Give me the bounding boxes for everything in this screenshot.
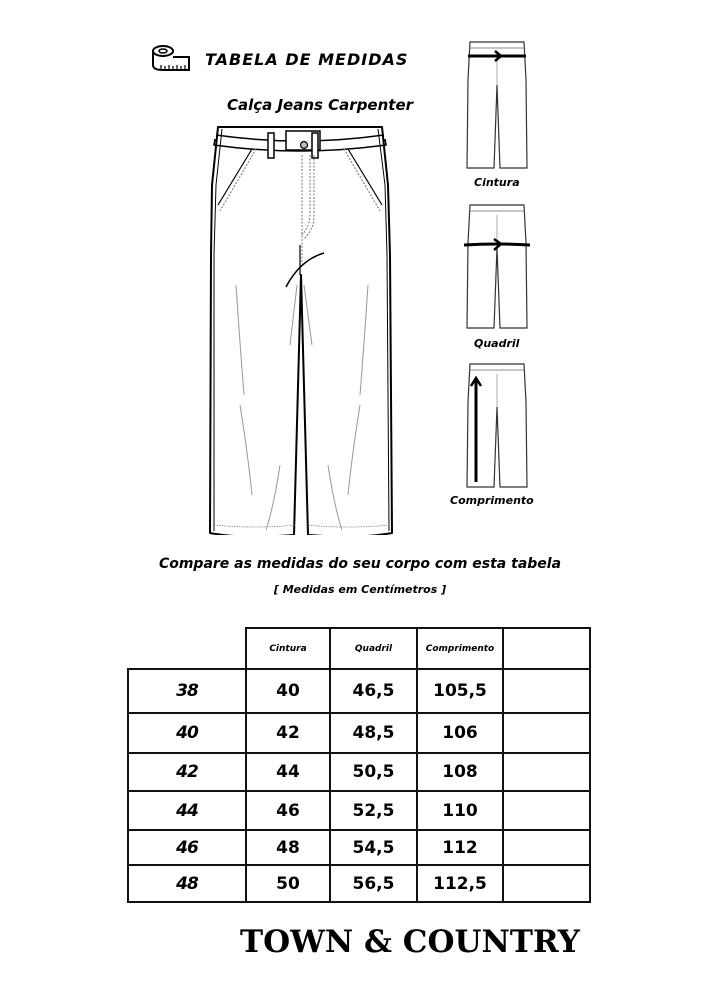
pants-length-thumbnail [462, 362, 532, 492]
size-cell: 46 [128, 830, 246, 865]
extra-cell [503, 753, 590, 791]
size-cell: 48 [128, 865, 246, 902]
table-corner [128, 628, 246, 669]
page-title: TABELA DE MEDIDAS [205, 50, 409, 69]
comprimento-cell: 105,5 [417, 669, 503, 713]
guide-waist [462, 40, 532, 189]
size-cell: 38 [128, 669, 246, 713]
pants-waist-thumbnail [462, 40, 532, 170]
quadril-cell: 50,5 [330, 753, 417, 791]
table-row [128, 865, 590, 902]
table-row [128, 791, 590, 830]
size-cell: 42 [128, 753, 246, 791]
column-header-cintura: Cintura [246, 628, 330, 669]
guide-label-quadril: Quadril [474, 337, 520, 350]
quadril-cell: 48,5 [330, 713, 417, 753]
cintura-cell: 48 [246, 830, 330, 865]
extra-cell [503, 791, 590, 830]
cintura-cell: 50 [246, 865, 330, 902]
cintura-cell: 42 [246, 713, 330, 753]
cintura-cell: 44 [246, 753, 330, 791]
comprimento-cell: 106 [417, 713, 503, 753]
guide-length [450, 362, 534, 507]
column-header-extra [503, 628, 590, 669]
quadril-cell: 46,5 [330, 669, 417, 713]
table-row [128, 753, 590, 791]
brand-logo: TOWN & COUNTRY [240, 924, 580, 960]
compare-instruction: Compare as medidas do seu corpo com esta tabela [158, 556, 562, 572]
table-row [128, 830, 590, 865]
extra-cell [503, 669, 590, 713]
size-cell: 44 [128, 791, 246, 830]
extra-cell [503, 865, 590, 902]
comprimento-cell: 112,5 [417, 865, 503, 902]
size-cell: 40 [128, 713, 246, 753]
quadril-cell: 56,5 [330, 865, 417, 902]
comprimento-cell: 110 [417, 791, 503, 830]
quadril-cell: 54,5 [330, 830, 417, 865]
pants-hip-thumbnail [462, 203, 532, 333]
column-header-comprimento: Comprimento [417, 628, 503, 669]
tape-measure-icon [151, 44, 191, 72]
column-header-quadril: Quadril [330, 628, 417, 669]
extra-cell [503, 830, 590, 865]
quadril-cell: 52,5 [330, 791, 417, 830]
cintura-cell: 46 [246, 791, 330, 830]
comprimento-cell: 112 [417, 830, 503, 865]
cintura-cell: 40 [246, 669, 330, 713]
table-row [128, 713, 590, 753]
size-table [127, 627, 591, 903]
units-note: [ Medidas em Centímetros ] [273, 583, 447, 596]
table-row [128, 669, 590, 713]
guide-label-cintura: Cintura [474, 176, 520, 189]
product-name: Calça Jeans Carpenter [226, 96, 414, 114]
extra-cell [503, 713, 590, 753]
table-header-row [128, 628, 590, 669]
guide-hip [462, 203, 532, 350]
guide-label-comprimento: Comprimento [450, 494, 534, 507]
pants-illustration [200, 125, 400, 535]
comprimento-cell: 108 [417, 753, 503, 791]
